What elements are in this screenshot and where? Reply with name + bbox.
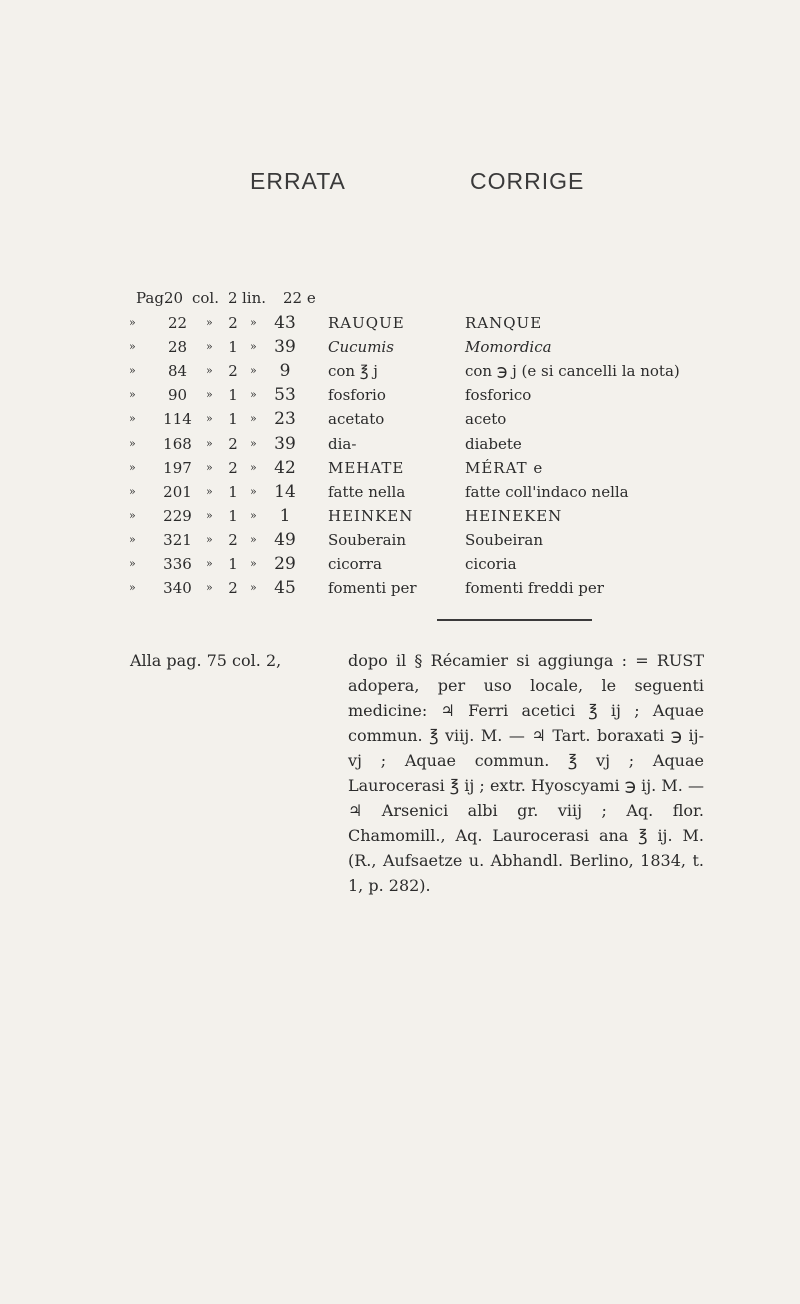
page-cell: 197 (163, 458, 192, 477)
lin-label: lin. (242, 289, 267, 307)
corrige-cell: Momordica (465, 338, 552, 357)
line-cell: 53 (274, 385, 296, 406)
page-number: 20 (164, 289, 184, 307)
line-cell: 39 (274, 433, 296, 454)
table-row (0, 407, 800, 431)
note-label: Alla pag. 75 col. 2, (130, 651, 282, 670)
line-cell: 42 (274, 457, 296, 478)
errata-cell: cicorra (328, 555, 382, 573)
corrige-cell: con ℈ j (e si cancelli la nota) (465, 362, 680, 381)
col-cell: 1 (228, 410, 238, 429)
table-row (0, 528, 800, 552)
corrige-cell: MÉRAT e (465, 458, 544, 477)
ditto-mark: » (206, 460, 213, 474)
page-cell: 340 (163, 579, 192, 598)
page-cell: 84 (167, 362, 188, 381)
page-cell: 114 (163, 410, 192, 429)
corrige-cell: RANQUE (465, 314, 543, 332)
corrige-cell: fosforico (465, 386, 532, 405)
col-cell: 2 (228, 579, 238, 598)
note-text: dopo il § Récamier si aggiunga : = RUST adopera, per uso locale, le seguenti medicine: ♃ Ferri acetici ℥ ij ; Aquae commun. ℥ viij. M. — ♃ Tart. boraxati ℈ ij-vj ; Aquae commun. ℥ vj ; Aquae Laurocerasi ℥ ij ; extr. Hyoscyami ℈ ij. M. — ♃ Arsenici albi gr. viij ; Aq. flor. Chamomill., Aq. Laurocerasi ana ℥ ij. M. (R., Aufsaetze u. Abhandl. Berlino, 1834, t. 1, p. 282). (348, 651, 704, 895)
errata-cell: RAUQUE (328, 314, 405, 332)
ditto-mark: » (129, 340, 136, 354)
table-row (0, 359, 800, 383)
line-cell: 1 (279, 505, 291, 526)
ditto-mark: » (250, 557, 257, 570)
ditto-mark: » (250, 460, 257, 474)
line-cell: 9 (279, 361, 291, 382)
ditto-mark: » (206, 388, 213, 402)
ditto-mark: » (250, 412, 257, 426)
ditto-mark: » (129, 412, 136, 426)
line-number: 22 e (283, 289, 316, 307)
pag-label: Pag. (136, 289, 169, 307)
ditto-mark: » (129, 508, 136, 522)
table-row (0, 432, 800, 456)
col-cell: 2 (228, 458, 238, 477)
ditto-mark: » (206, 557, 213, 570)
line-cell: 29 (274, 554, 296, 574)
col-number: 2 (228, 289, 238, 307)
col-cell: 2 (228, 434, 238, 453)
col-cell: 1 (228, 338, 238, 357)
errata-heading: ERRATA (250, 168, 346, 194)
errata-cell: fomenti per (328, 579, 417, 598)
page-cell: 168 (163, 434, 192, 453)
errata-cell: fatte nella (328, 482, 406, 501)
ditto-mark: » (250, 508, 257, 522)
table-row (0, 456, 800, 480)
errata-cell: Souberain (328, 530, 407, 549)
ditto-mark: » (129, 532, 136, 546)
ditto-mark: » (206, 412, 213, 426)
ditto-mark: » (206, 364, 213, 378)
col-label: col. (192, 289, 219, 307)
table-row (0, 480, 800, 504)
ditto-mark: » (250, 388, 257, 402)
line-cell: 14 (274, 481, 296, 502)
corrige-cell: HEINEKEN (465, 506, 563, 525)
ditto-mark: » (250, 532, 257, 546)
table-row (0, 576, 800, 600)
page-cell: 28 (167, 338, 188, 357)
page-cell: 22 (167, 314, 188, 332)
ditto-mark: » (250, 581, 257, 595)
corrige-cell: fomenti freddi per (465, 579, 604, 598)
line-cell: 39 (274, 337, 296, 358)
ditto-mark: » (129, 484, 136, 498)
page-cell: 321 (163, 530, 192, 549)
table-row (0, 311, 800, 335)
errata-cell: fosforio (328, 386, 386, 405)
table-header-row (0, 286, 800, 310)
ditto-mark: » (206, 316, 213, 329)
ditto-mark: » (250, 316, 257, 329)
errata-cell: Cucumis (328, 338, 394, 357)
page-cell: 90 (167, 386, 188, 405)
line-cell: 43 (274, 313, 296, 333)
page-cell: 229 (163, 506, 192, 525)
ditto-mark: » (206, 581, 213, 595)
line-cell: 23 (274, 409, 296, 430)
ditto-mark: » (129, 316, 136, 329)
col-cell: 1 (228, 506, 238, 525)
corrige-cell: diabete (465, 434, 522, 453)
line-cell: 45 (274, 578, 296, 599)
corrige-cell: cicoria (465, 555, 517, 573)
ditto-mark: » (206, 484, 213, 498)
errata-cell: MEHATE (328, 458, 405, 477)
ditto-mark: » (250, 340, 257, 354)
errata-cell: dia- (328, 434, 357, 453)
ditto-mark: » (250, 364, 257, 378)
ditto-mark: » (206, 532, 213, 546)
ditto-mark: » (250, 484, 257, 498)
ditto-mark: » (129, 388, 136, 402)
col-cell: 2 (228, 314, 238, 332)
corrige-cell: aceto (465, 410, 507, 429)
errata-cell: acetato (328, 410, 385, 429)
errata-cell: con ℥ j (328, 362, 378, 381)
table-row (0, 383, 800, 407)
col-cell: 2 (228, 530, 238, 549)
corrige-heading: CORRIGE (470, 168, 585, 194)
corrige-cell: fatte coll'indaco nella (465, 482, 629, 501)
page-cell: 336 (163, 555, 192, 573)
ditto-mark: » (250, 436, 257, 450)
ditto-mark: » (129, 436, 136, 450)
separator-rule (437, 619, 592, 621)
line-cell: 49 (274, 529, 296, 550)
ditto-mark: » (129, 364, 136, 378)
corrige-cell: Soubeiran (465, 530, 544, 549)
table-row (0, 552, 800, 576)
ditto-mark: » (129, 581, 136, 595)
col-cell: 1 (228, 555, 238, 573)
table-row (0, 335, 800, 359)
ditto-mark: » (206, 508, 213, 522)
ditto-mark: » (129, 557, 136, 570)
ditto-mark: » (129, 460, 136, 474)
table-row (0, 504, 800, 528)
ditto-mark: » (206, 436, 213, 450)
page-cell: 201 (163, 482, 192, 501)
errata-cell: HEINKEN (328, 506, 414, 525)
col-cell: 2 (228, 362, 238, 381)
ditto-mark: » (206, 340, 213, 354)
col-cell: 1 (228, 386, 238, 405)
col-cell: 1 (228, 482, 238, 501)
